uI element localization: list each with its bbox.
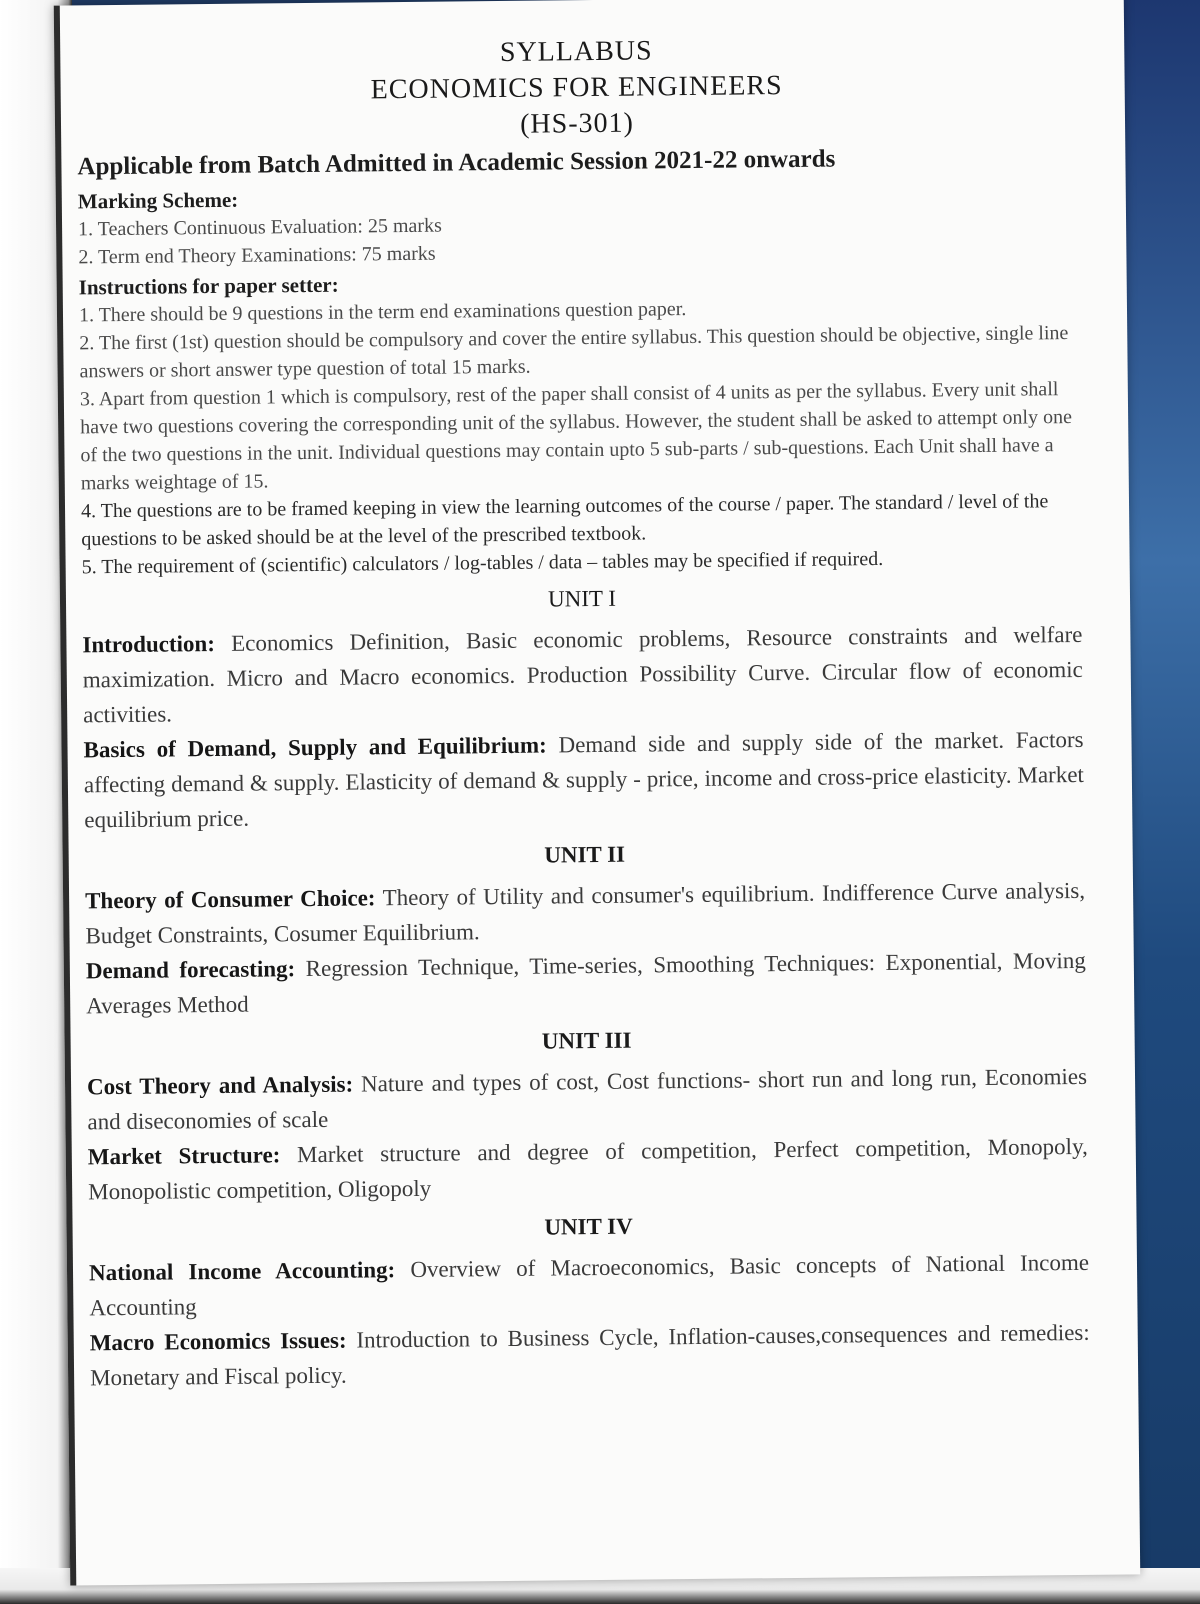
- topic-body: Introduction to Business Cycle, Inflation-causes,consequences and remedies: Monetary and Fiscal policy.: [89, 1319, 1090, 1391]
- instruction-item: 3. Apart from question 1 which is compulsory, rest of the paper shall consist of 4 units as per the syllabus. Every unit shall have two questions covering the corresponding unit of the syllabus. However, the student shall be asked to attempt only one of the two questions in the unit. Individual questions may contain upto 5 sub-parts / sub-questions. Each Unit shall have a marks weightage of 15.: [79, 378, 1073, 495]
- instruction-item: 2. The first (1st) question should be compulsory and cover the entire syllabus. This question should be objective, single line answers or short answer type question of total 15 marks.: [79, 322, 1069, 383]
- topic-body: Overview of Macroeconomics, Basic concepts of National Income Accounting: [89, 1249, 1090, 1321]
- topic-heading: Theory of Consumer Choice:: [85, 885, 376, 914]
- title-syllabus: SYLLABUS: [499, 35, 653, 68]
- unit-1-title: UNIT I: [547, 585, 617, 612]
- unit-4-title: UNIT IV: [544, 1213, 633, 1240]
- instructions-heading: Instructions for paper setter:: [78, 272, 339, 300]
- topic-body: Demand side and supply side of the market. Factors affecting demand & supply. Elasticity of demand & supply - price, income and cross-price elasticity. Market equilibrium price.: [83, 726, 1084, 833]
- unit-2-topic: [86, 943, 1087, 1023]
- unit-4-topic: [90, 1315, 1091, 1395]
- syllabus-page: [54, 0, 1140, 1586]
- unit-2-title: UNIT II: [544, 841, 626, 868]
- topic-heading: Macro Economics Issues:: [89, 1327, 347, 1356]
- topic-body: Theory of Utility and consumer's equilibrium. Indifference Curve analysis, Budget Constraints, Cosumer Equilibrium.: [85, 877, 1086, 949]
- topic-body: Market structure and degree of competition, Perfect competition, Monopoly, Monopolistic competition, Oligopoly: [88, 1133, 1088, 1205]
- page-content: [76, 29, 1090, 1395]
- marking-item: 1. Teachers Continuous Evaluation: 25 marks: [77, 214, 442, 241]
- unit-3-topic: [87, 1059, 1088, 1139]
- topic-heading: Introduction:: [82, 630, 216, 658]
- unit-3-title: UNIT III: [541, 1027, 632, 1054]
- topic-heading: National Income Accounting:: [88, 1257, 396, 1286]
- unit-1-topic: [83, 722, 1084, 837]
- course-code: (HS-301): [519, 107, 635, 140]
- unit-2-topic: [85, 873, 1086, 953]
- instruction-item: 4. The questions are to be framed keeping in view the learning outcomes of the course / paper. The standard / level of the questions to be asked should be at the level of the prescribed textbook.: [80, 490, 1049, 551]
- topic-heading: Market Structure:: [87, 1142, 281, 1170]
- unit-4-topic: [89, 1245, 1090, 1325]
- topic-heading: Cost Theory and Analysis:: [86, 1071, 354, 1100]
- topic-body: Economics Definition, Basic economic problems, Resource constraints and welfare maximization. Micro and Macro economics. Production Possibility Curve. Circular flow of economic activities.: [82, 621, 1083, 728]
- marking-item: 2. Term end Theory Examinations: 75 marks: [78, 242, 436, 269]
- unit-1-topic: [82, 617, 1083, 732]
- topic-body: Nature and types of cost, Cost functions- short run and long run, Economies and diseconomies of scale: [87, 1063, 1088, 1135]
- instruction-item: 5. The requirement of (scientific) calculators / log-tables / data – tables may be specified if required.: [81, 547, 884, 579]
- applicable-batch: Applicable from Batch Admitted in Academic Session 2021-22 onwards: [77, 145, 836, 181]
- topic-heading: Demand forecasting:: [85, 956, 296, 984]
- unit-3-topic: [88, 1129, 1089, 1209]
- course-title: ECONOMICS FOR ENGINEERS: [370, 70, 783, 106]
- topic-heading: Basics of Demand, Supply and Equilibrium:: [83, 732, 547, 763]
- topic-body: Regression Technique, Time-series, Smoothing Techniques: Exponential, Moving Averages Method: [86, 947, 1086, 1019]
- marking-scheme-heading: Marking Scheme:: [77, 187, 239, 214]
- instruction-item: 1. There should be 9 questions in the term end examinations question paper.: [78, 298, 687, 327]
